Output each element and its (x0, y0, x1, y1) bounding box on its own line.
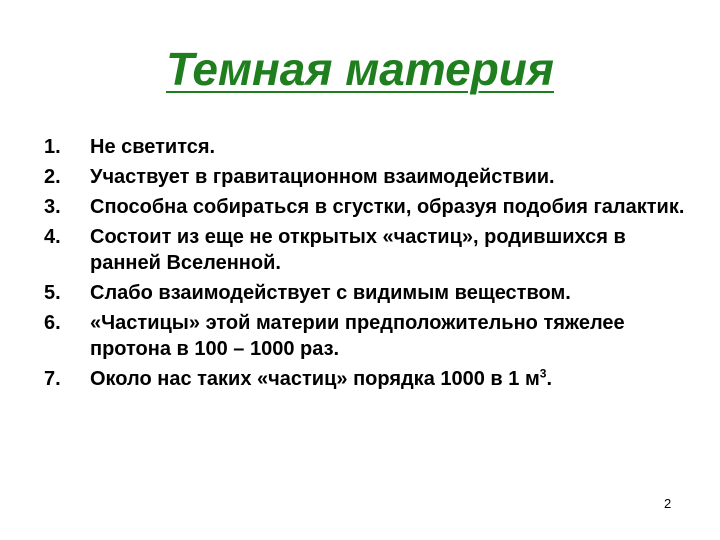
list-item-number: 4. (44, 226, 61, 248)
list-item-number: 5. (44, 282, 61, 304)
bullet-list (44, 134, 694, 396)
list-item (44, 194, 694, 220)
list-item-text: «Частицы» этой материи предположительно тяжелее протона в 100 – 1000 раз. (90, 312, 625, 360)
list-item (44, 164, 694, 190)
list-item-number: 3. (44, 196, 61, 218)
list-item-number: 1. (44, 136, 61, 158)
list-item-text: Около нас таких «частиц» порядка 1000 в 1 м (90, 368, 540, 390)
list-item (44, 280, 694, 306)
slide-title: Темная материя (166, 43, 554, 95)
list-item-text-wrapper (90, 366, 694, 392)
list-item-text: Способна собираться в сгустки, образуя подобия галактик. (90, 196, 685, 218)
list-item-number: 7. (44, 368, 61, 390)
list-item-text-tail: . (546, 368, 552, 390)
list-item (44, 310, 694, 362)
list-item-text: Не светится. (90, 136, 216, 158)
list-item (44, 366, 694, 392)
superscript-exponent: 3 (539, 366, 547, 381)
list-item-text: Участвует в гравитационном взаимодействии. (90, 166, 555, 188)
list-item-text: Слабо взаимодействует с видимым веществом. (90, 282, 571, 304)
list-item (44, 134, 694, 160)
list-item-text: Состоит из еще не открытых «частиц», родившихся в ранней Вселенной. (90, 226, 626, 274)
list-item-number: 6. (44, 312, 61, 334)
list-item (44, 224, 694, 276)
page-number: 2 (664, 496, 672, 511)
list-item-number: 2. (44, 166, 61, 188)
